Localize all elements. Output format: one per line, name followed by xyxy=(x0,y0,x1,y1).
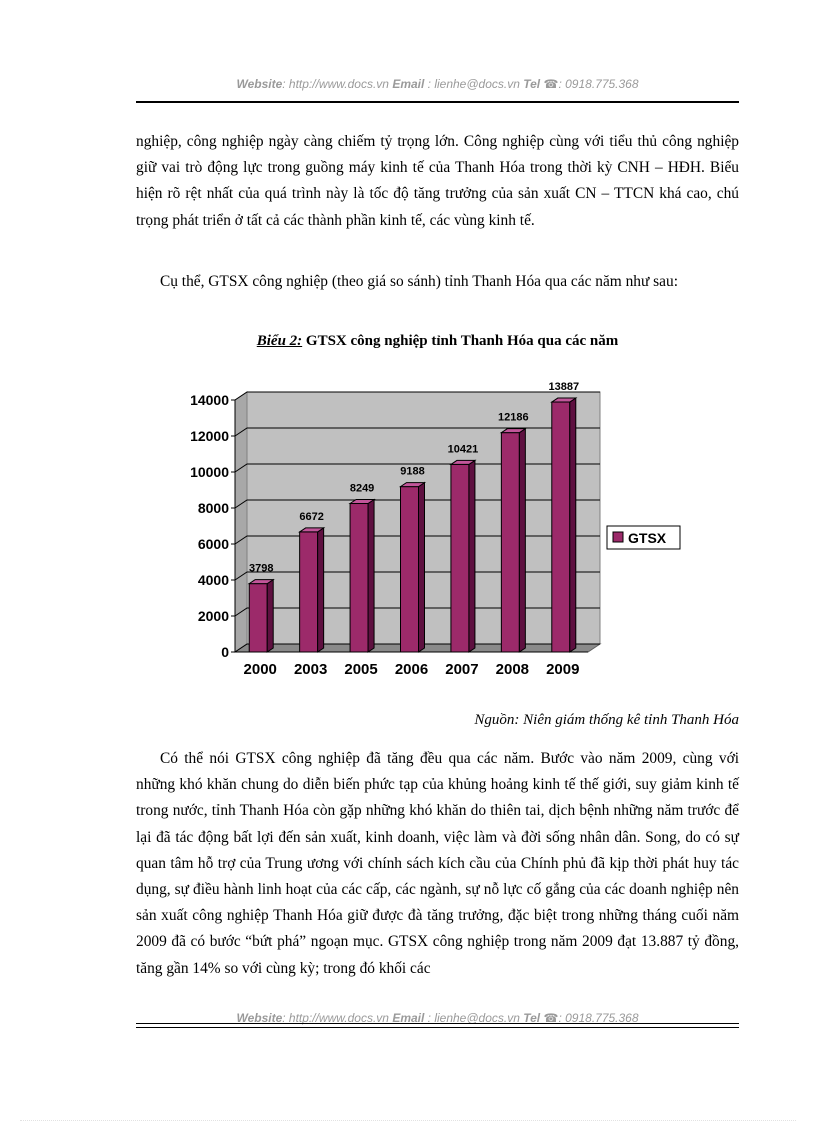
y-tick-label: 10000 xyxy=(190,464,229,480)
phone-icon: ☎ xyxy=(543,77,559,91)
bar-side xyxy=(519,429,525,652)
bar-value-label: 6672 xyxy=(299,510,324,523)
bar-value-label: 13887 xyxy=(548,381,580,394)
page-bottom-edge xyxy=(20,1120,796,1121)
legend-swatch xyxy=(613,532,623,542)
header-website-value: : http://www.docs.vn xyxy=(282,77,389,91)
figure-caption-text: GTSX công nghiệp tỉnh Thanh Hóa qua các năm xyxy=(302,333,619,349)
bar-side xyxy=(368,500,374,652)
paragraph-2: Cụ thể, GTSX công nghiệp (theo giá so sánh) tỉnh Thanh Hóa qua các năm như sau: xyxy=(160,273,678,290)
footer-phone-icon: ☎ xyxy=(543,1011,559,1025)
y-tick-label: 12000 xyxy=(190,428,229,444)
bar-value-label: 3798 xyxy=(248,562,274,575)
footer-email-value: : lienhe@docs.vn xyxy=(424,1011,520,1025)
y-tick-label: 14000 xyxy=(190,392,229,408)
x-tick-label: 2007 xyxy=(445,661,479,678)
footer-website-label: Website xyxy=(236,1011,283,1025)
y-tick-label: 2000 xyxy=(197,608,229,624)
header-email-value: : lienhe@docs.vn xyxy=(424,77,520,91)
bar xyxy=(350,504,368,652)
footer-tel-value: : 0918.775.368 xyxy=(558,1011,639,1025)
bar xyxy=(249,584,267,652)
bar-side xyxy=(469,460,475,652)
bar-side xyxy=(267,580,273,652)
header-website-label: Website xyxy=(236,77,283,91)
header-tel-value: : 0918.775.368 xyxy=(558,77,639,91)
footer-rule-2 xyxy=(136,1027,739,1028)
figure-caption-lead: Biểu 2: xyxy=(256,333,303,349)
bar-value-label: 12186 xyxy=(498,411,529,424)
legend-label: GTSX xyxy=(628,530,667,546)
bar xyxy=(451,464,469,652)
x-tick-label: 2005 xyxy=(344,661,378,678)
paragraph-1: nghiệp, công nghiệp ngày càng chiếm tỷ trọng lớn. Công nghiệp cùng với tiểu thủ công nghiệp giữ vai trò động lực trong guồng máy kinh tế của Thanh Hóa trong thời kỳ CNH – HĐH. Biểu hiện rõ rệt nhất của quá trình này là tốc độ tăng trưởng của sản xuất CN – TTCN khá cao, chú trọng phát triển ở tất cả các thành phần kinh tế, các vùng kinh tế. xyxy=(136,133,739,229)
x-tick-label: 2003 xyxy=(293,661,328,678)
x-tick-label: 2006 xyxy=(394,661,429,678)
x-tick-label: 2000 xyxy=(243,661,277,678)
bar-value-label: 9188 xyxy=(400,465,425,478)
bar-side xyxy=(570,398,576,652)
bar xyxy=(300,532,318,652)
header-tel-label: Tel xyxy=(523,77,541,91)
figure-source: Nguồn: Niên giám thống kê tỉnh Thanh Hóa xyxy=(474,712,739,728)
bar-side xyxy=(318,528,324,652)
paragraph-3: Có thể nói GTSX công nghiệp đã tăng đều qua các năm. Bước vào năm 2009, cùng với những khó khăn chung do diễn biến phức tạp của khủng hoảng kinh tế thế giới, suy giảm kinh tế trong nước, tỉnh Thanh Hóa còn gặp những khó khăn do thiên tai, dịch bệnh những năm trước để lại đã tác động bất lợi đến sản xuất, kinh doanh, việc làm và đời sống nhân dân. Song, do có sự quan tâm hỗ trợ của Trung ương với chính sách kích cầu của Chính phủ đã kịp thời phát huy tác dụng, sự điều hành linh hoạt của các cấp, các ngành, sự nỗ lực cố gắng của các doanh nghiệp nên sản xuất công nghiệp Thanh Hóa giữ được đà tăng trưởng, đặc biệt trong những tháng cuối năm 2009 đã có bước “bứt phá” ngoạn mục. GTSX công nghiệp trong năm 2009 đạt 13.887 tỷ đồng, tăng gần 14% so với cùng kỳ; trong đó khối các xyxy=(136,750,739,977)
y-tick-label: 8000 xyxy=(197,500,229,516)
x-tick-label: 2008 xyxy=(495,661,530,678)
footer-email-label: Email xyxy=(392,1011,425,1025)
footer-rule xyxy=(136,1023,739,1024)
y-tick-label: 6000 xyxy=(197,536,229,552)
bar-value-label: 8249 xyxy=(349,482,375,495)
y-tick-label: 0 xyxy=(221,644,229,660)
y-tick-label: 4000 xyxy=(197,572,229,588)
x-tick-label: 2009 xyxy=(546,661,580,678)
bar xyxy=(401,487,419,652)
bar xyxy=(552,402,570,652)
bar xyxy=(501,433,519,652)
bar-side xyxy=(419,483,425,652)
header-email-label: Email xyxy=(392,77,425,91)
footer-tel-label: Tel xyxy=(523,1011,541,1025)
footer-website-value: : http://www.docs.vn xyxy=(282,1011,389,1025)
bar-value-label: 10421 xyxy=(447,443,479,456)
chart-side-wall xyxy=(235,392,247,652)
